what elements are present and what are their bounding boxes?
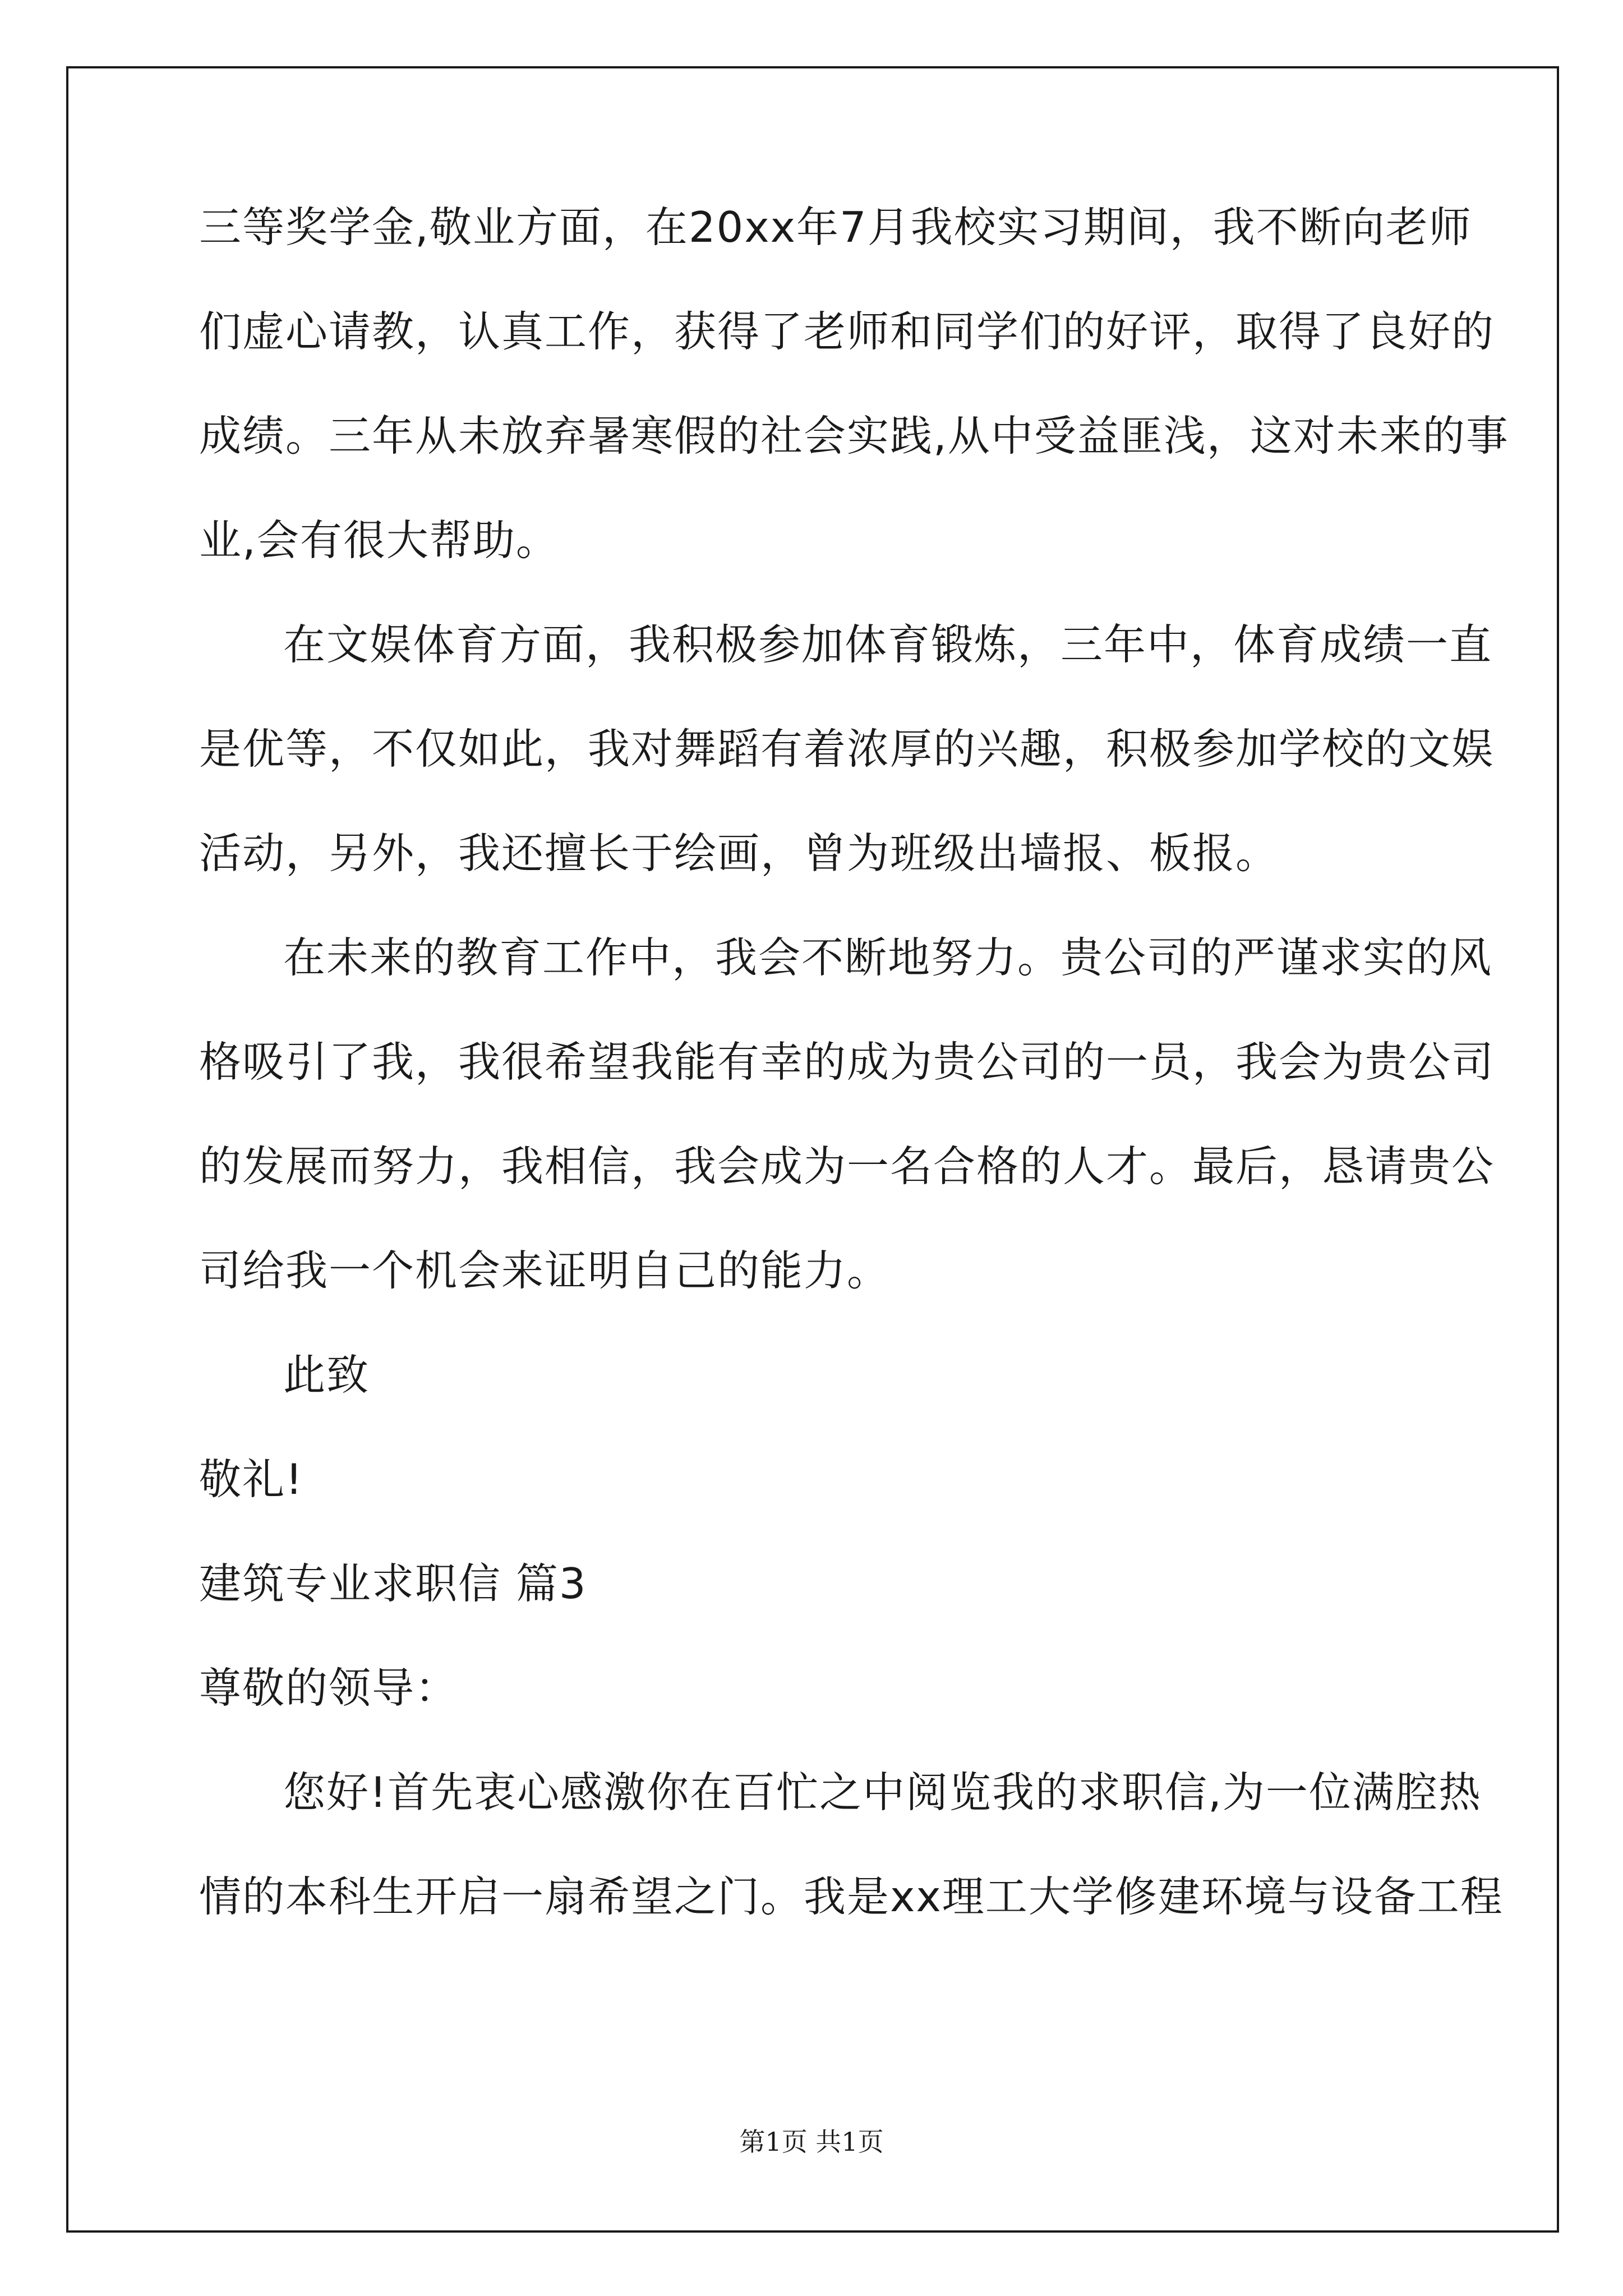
closing-regards: 敬礼! [199,1455,304,1504]
text-line: 司给我一个机会来证明自己的能力。 [199,1246,891,1295]
text-line: 的发展而努力，我相信，我会成为一名合格的人才。最后，恳请贵公 [199,1142,1495,1191]
text-line: 活动，另外，我还擅长于绘画，曾为班级出墙报、板报。 [199,829,1279,878]
paragraph-start-line: 在未来的教育工作中，我会不断地努力。贵公司的严谨求实的风 [283,933,1493,982]
text-line: 情的本科生开启一扇希望之门。我是xx理工大学修建环境与设备工程 [199,1872,1504,1921]
text-line: 们虚心请教，认真工作，获得了老师和同学们的好评，取得了良好的 [199,307,1495,356]
text-line: 成绩。三年从未放弃暑寒假的社会实践,从中受益匪浅，这对未来的事 [199,411,1509,461]
section-heading: 建筑专业求职信 篇3 [199,1559,587,1608]
closing-salutation: 此致 [283,1350,370,1400]
paragraph-start-line: 您好!首先衷心感激你在百忙之中阅览我的求职信,为一位满腔热 [283,1768,1482,1817]
paragraph-start-line: 在文娱体育方面，我积极参加体育锻炼，三年中，体育成绩一直 [283,620,1493,669]
page-footer [0,2125,1623,2159]
text-line: 三等奖学金,敬业方面，在20xx年7月我校实习期间，我不断向老师 [199,203,1472,252]
page-number: 第1页 共1页 [739,2127,884,2157]
text-line: 格吸引了我，我很希望我能有幸的成为贵公司的一员，我会为贵公司 [199,1037,1495,1087]
letter-greeting: 尊敬的领导： [199,1663,459,1713]
text-line: 业,会有很大帮助。 [199,516,559,565]
text-line: 是优等，不仅如此，我对舞蹈有着浓厚的兴趣，积极参加学校的文娱 [199,724,1495,774]
